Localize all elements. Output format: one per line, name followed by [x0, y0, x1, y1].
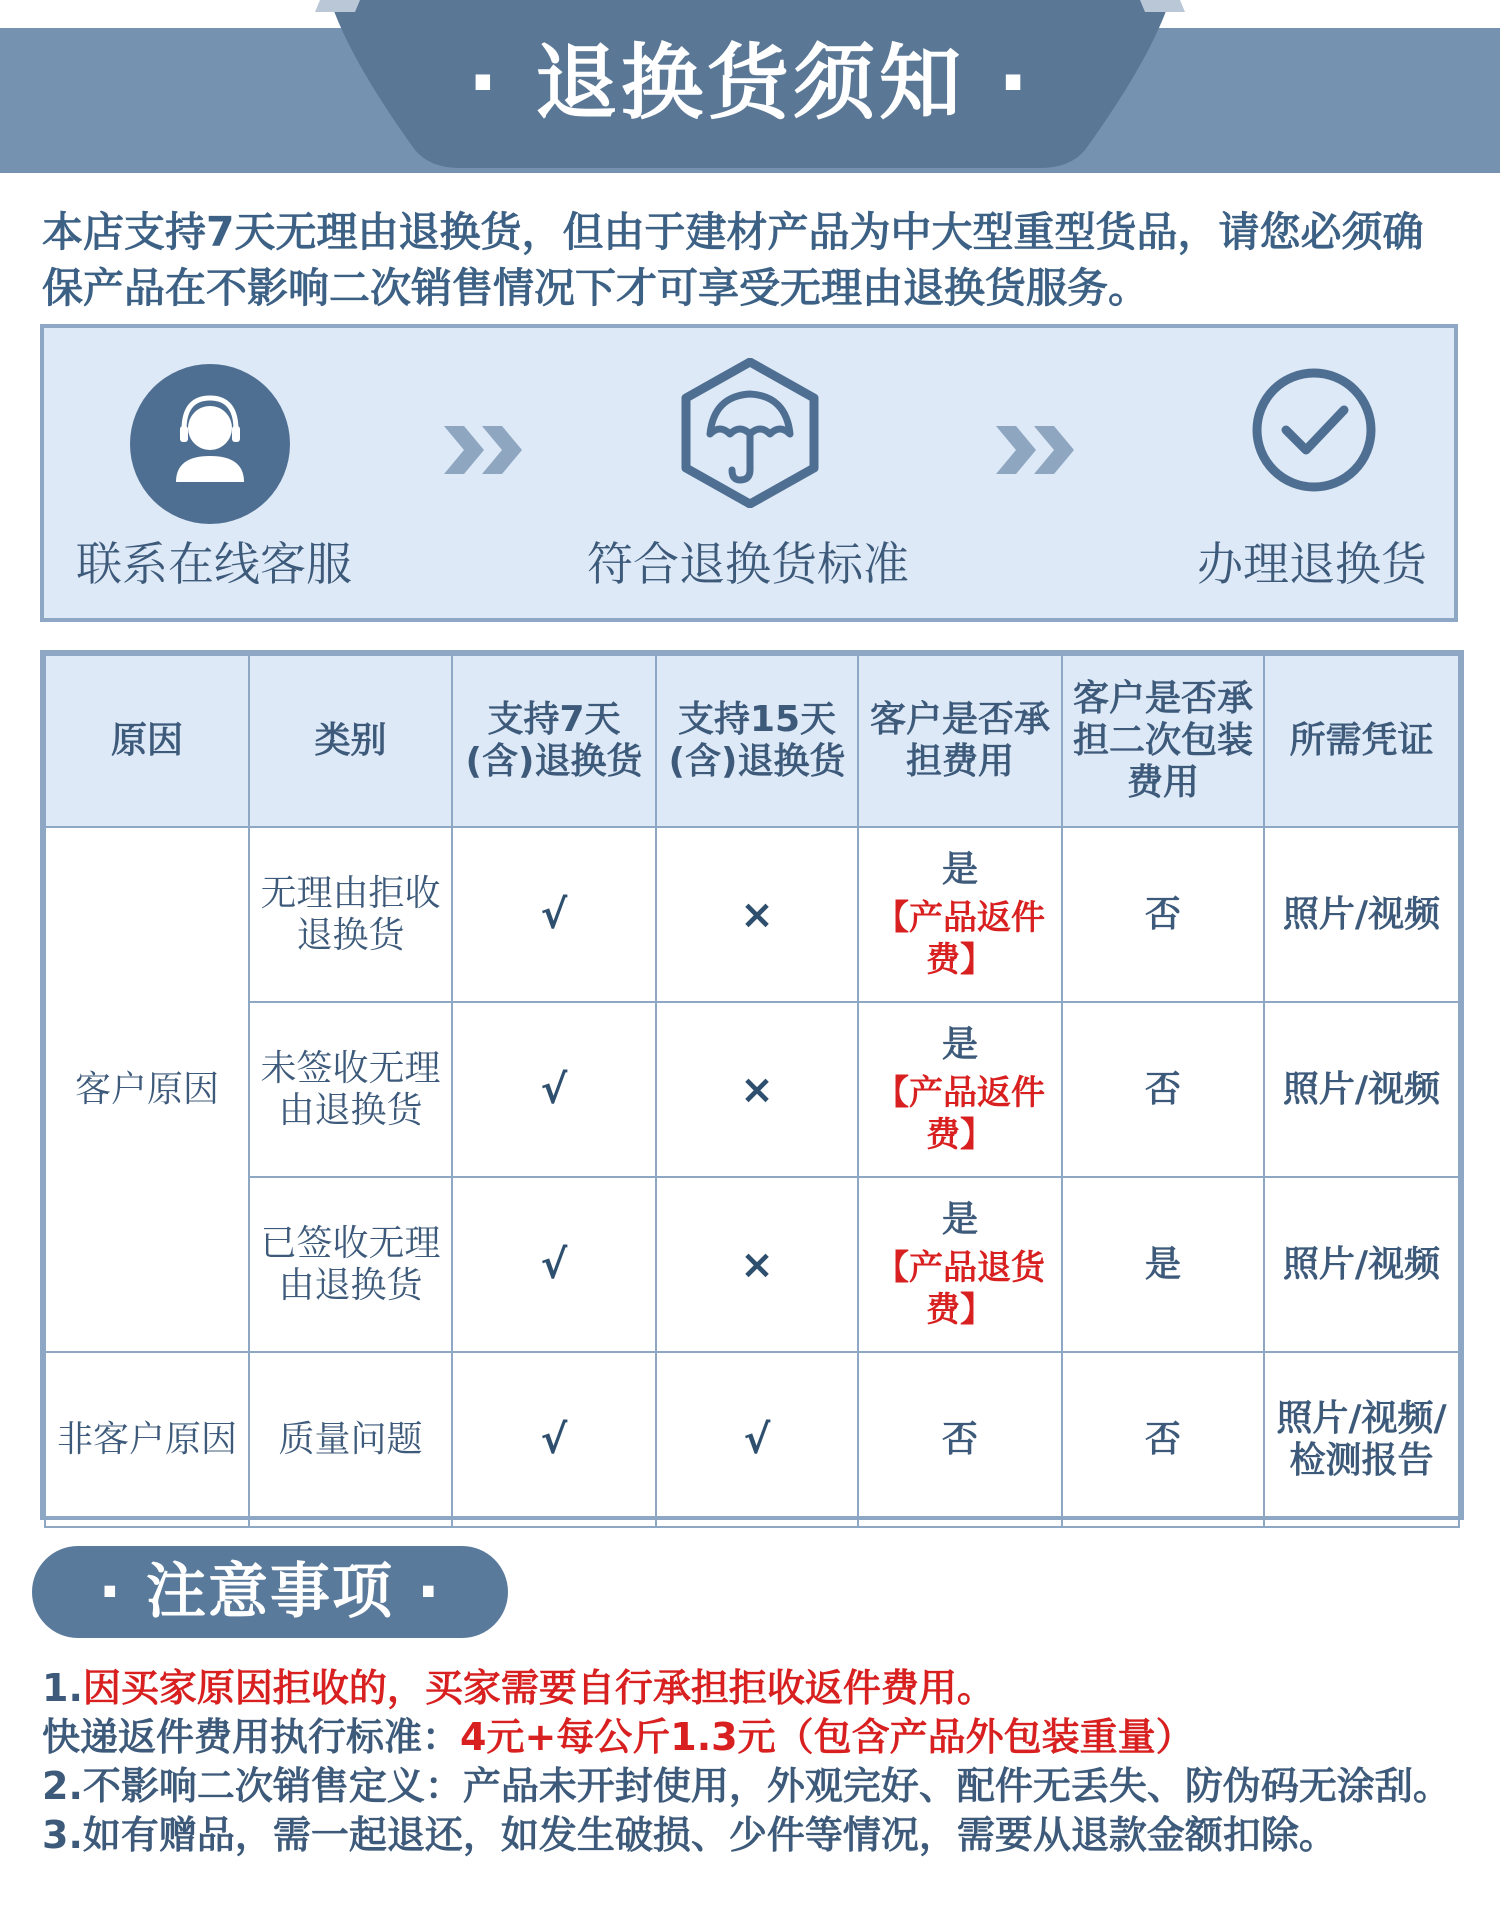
header-15day: 支持15天(含)退换货	[656, 655, 858, 827]
check-mark: √	[452, 827, 656, 1002]
fee-cell: 否	[858, 1352, 1062, 1527]
check-mark: √	[452, 1002, 656, 1177]
cross-mark: ×	[656, 1002, 858, 1177]
category-cell: 未签收无理由退换货	[249, 1002, 452, 1177]
page-title: · 退换货须知 ·	[467, 36, 1033, 131]
intro-text: 本店支持7天无理由退换货，但由于建材产品为中大型重型货品，请您必须确保产品在不影响二次销售情况下才可享受无理由退换货服务。	[42, 208, 1424, 312]
category-cell: 无理由拒收退换货	[249, 827, 452, 1002]
cross-mark: ×	[656, 827, 858, 1002]
check-mark: √	[656, 1352, 858, 1527]
reason-cell: 非客户原因	[45, 1352, 249, 1527]
fee-note: 【产品返件费】	[875, 897, 1045, 980]
table-row	[45, 1002, 1459, 1177]
process-steps	[40, 324, 1458, 622]
note-2: 2.不影响二次销售定义：产品未开封使用，外观完好、配件无丢失、防伪码无涂刮。	[42, 1764, 1451, 1808]
proof-cell: 照片/视频/检测报告	[1264, 1352, 1459, 1527]
repack-cell: 是	[1062, 1177, 1264, 1352]
note-1-prefix: 1.	[42, 1666, 83, 1710]
check-mark: √	[452, 1177, 656, 1352]
repack-cell: 否	[1062, 827, 1264, 1002]
return-policy-table	[40, 650, 1464, 1520]
category-cell: 已签收无理由退换货	[249, 1177, 452, 1352]
notes-list	[42, 1664, 1462, 1860]
step-label-2: 符合退换货标准	[587, 537, 909, 591]
header-repack-fee: 客户是否承担二次包装费用	[1062, 655, 1264, 827]
umbrella-shield-icon	[680, 358, 820, 508]
header-category: 类别	[249, 655, 452, 827]
repack-cell: 否	[1062, 1352, 1264, 1527]
note-1-text: 因买家原因拒收的，买家需要自行承担拒收返件费用。	[82, 1666, 995, 1710]
customer-service-icon	[130, 364, 290, 524]
header-proof: 所需凭证	[1264, 655, 1459, 827]
fee-note: 【产品退货费】	[875, 1247, 1045, 1330]
table-header-row	[45, 655, 1459, 827]
header-7day: 支持7天(含)退换货	[452, 655, 656, 827]
header-fee: 客户是否承担费用	[858, 655, 1062, 827]
note-1-standard-prefix: 快递返件费用执行标准：	[42, 1715, 461, 1759]
category-cell: 质量问题	[249, 1352, 452, 1527]
fee-cell	[858, 1002, 1062, 1177]
fee-note: 【产品返件费】	[875, 1072, 1045, 1155]
table-row	[45, 827, 1459, 1002]
double-chevron-icon	[442, 422, 526, 478]
proof-cell: 照片/视频	[1264, 1002, 1459, 1177]
proof-cell: 照片/视频	[1264, 1177, 1459, 1352]
header-reason: 原因	[45, 655, 249, 827]
repack-cell: 否	[1062, 1002, 1264, 1177]
notes-title: · 注意事项 ·	[32, 1546, 508, 1638]
table-row	[45, 1352, 1459, 1527]
note-3: 3.如有赠品，需一起退还，如发生破损、少件等情况，需要从退款金额扣除。	[42, 1813, 1337, 1857]
fee-cell	[858, 1177, 1062, 1352]
header-banner	[0, 0, 1500, 200]
step-label-3: 办理退换货	[1197, 537, 1427, 591]
proof-cell: 照片/视频	[1264, 827, 1459, 1002]
reason-cell: 客户原因	[45, 827, 249, 1352]
cross-mark: ×	[656, 1177, 858, 1352]
fee-value: 是	[941, 1198, 978, 1240]
check-circle-icon	[1250, 366, 1378, 494]
table-row	[45, 1177, 1459, 1352]
note-1-standard-text: 4元+每公斤1.3元（包含产品外包装重量）	[460, 1715, 1194, 1759]
fee-value: 是	[941, 848, 978, 890]
double-chevron-icon	[994, 422, 1078, 478]
step-label-1: 联系在线客服	[76, 537, 352, 591]
note-1	[42, 1664, 1462, 1713]
fee-cell	[858, 827, 1062, 1002]
check-mark: √	[452, 1352, 656, 1527]
note-1-standard	[42, 1713, 1462, 1762]
fee-value: 是	[941, 1023, 978, 1065]
